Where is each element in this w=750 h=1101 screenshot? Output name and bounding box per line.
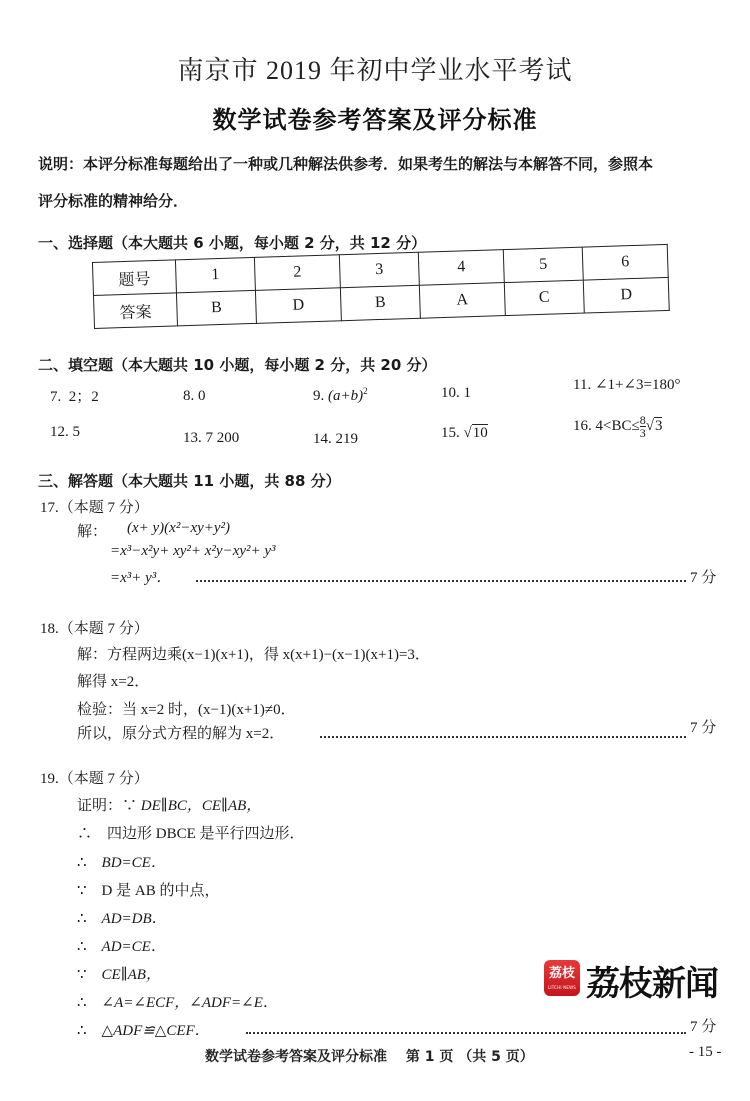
- fill-item-12: [50, 424, 80, 441]
- q19-title: 19.（本题 7 分）: [40, 771, 149, 787]
- question-number-cell: 3: [339, 252, 419, 287]
- dotted-leader: [196, 580, 686, 582]
- fill-item-16: [573, 414, 662, 439]
- item-number: 16.: [573, 417, 592, 434]
- item-number: 11.: [573, 377, 592, 393]
- row-label-answer: 答案: [93, 293, 177, 329]
- item-answer: 5: [72, 424, 80, 440]
- fraction-numerator: 8: [639, 413, 646, 427]
- answer-cell: D: [255, 288, 341, 324]
- q19-line-5: [77, 907, 167, 928]
- question-number-cell: 5: [503, 247, 583, 282]
- proof-text: ∠A=∠ECF，∠ADF=∠E．: [101, 995, 278, 1011]
- logic-symbol: ∴: [77, 911, 87, 927]
- question-number-cell: 1: [175, 257, 255, 292]
- q17-points: 7 分: [690, 570, 717, 586]
- dotted-leader: [246, 1032, 686, 1034]
- section-1-heading: 一、选择题（本大题共 6 小题，每小题 2 分，共 12 分）: [38, 234, 427, 252]
- item-number: 8.: [183, 388, 195, 404]
- item-number: 10.: [441, 385, 460, 401]
- sqrt-sign: √: [463, 425, 472, 441]
- logic-symbol: ∵: [77, 967, 87, 983]
- proof-text: CE∥AB，: [101, 967, 161, 983]
- q17-line-2: =x³−x²y+ xy²+ x²y−xy²+ y³: [110, 543, 276, 559]
- logic-symbol: ∵: [77, 883, 87, 899]
- item-number: 7.: [50, 389, 62, 405]
- q19-points: 7 分: [690, 1019, 717, 1035]
- item-number: 12.: [50, 424, 69, 440]
- proof-text: D 是 AB 的中点，: [101, 883, 220, 899]
- q18-line-3: 检验：当 x=2 时，(x−1)(x+1)≠0．: [77, 702, 296, 718]
- proof-text: AD=CE．: [101, 939, 166, 955]
- section-2-heading: 二、填空题（本大题共 10 小题，每小题 2 分，共 20 分）: [38, 356, 437, 374]
- q19-line-3: [77, 851, 166, 872]
- item-answer: ∠1+∠3=180°: [594, 377, 681, 393]
- item-answer: 7 200: [205, 430, 240, 446]
- logic-symbol: ∴: [77, 995, 87, 1011]
- q19-line-1: [77, 794, 261, 815]
- item-answer: 2；2: [68, 389, 99, 405]
- question-number-cell: 6: [582, 244, 668, 280]
- proof-text: DE∥BC，CE∥AB，: [140, 798, 262, 814]
- item-answer-root: 3: [654, 417, 663, 434]
- logo-icon-subtext: LITCHI NEWS: [547, 985, 577, 990]
- fill-item-15: [441, 425, 488, 442]
- q17-line-1: (x+ y)(x²−xy+y²): [127, 520, 231, 536]
- footer-page-number: - 15 -: [689, 1044, 722, 1060]
- q19-line-6: [77, 935, 166, 956]
- note-line-2: 评分标准的精神给分．: [38, 192, 189, 210]
- section-3-heading: 三、解答题（本大题共 11 小题，共 88 分）: [38, 472, 341, 490]
- sqrt-sign: √: [645, 417, 654, 434]
- litchi-news-logo-icon: [544, 960, 580, 996]
- item-answer-exponent: 2: [363, 386, 368, 396]
- fill-item-8: [183, 388, 206, 405]
- q18-title: 18.（本题 7 分）: [40, 621, 149, 637]
- logic-symbol: ∴: [77, 826, 93, 842]
- q18-line-1: 解：方程两边乘(x−1)(x+1)，得 x(x+1)−(x−1)(x+1)=3．: [77, 647, 430, 663]
- question-number-cell: 4: [418, 250, 504, 286]
- litchi-news-logo-text: 荔枝新闻: [586, 964, 718, 1004]
- item-number: 13.: [183, 430, 202, 446]
- item-answer: 1: [463, 385, 471, 401]
- fill-item-9: [313, 388, 368, 405]
- logic-symbol: ∴: [77, 855, 87, 871]
- q17-line-3: =x³+ y³．: [110, 570, 172, 586]
- answer-cell: A: [419, 283, 505, 319]
- logic-symbol: 证明：∵: [77, 798, 138, 814]
- item-answer-prefix: 4<BC≤: [595, 417, 640, 434]
- logo-icon-text: 荔枝: [548, 966, 575, 981]
- answer-table: [92, 244, 670, 329]
- q17-title: 17.（本题 7 分）: [40, 500, 149, 516]
- item-number: 9.: [313, 388, 325, 404]
- item-number: 15.: [441, 425, 460, 441]
- item-answer: 0: [198, 388, 206, 404]
- footer-page-info: 数学试卷参考答案及评分标准 第 1 页 （共 5 页）: [205, 1049, 534, 1065]
- fill-item-11: [573, 375, 681, 394]
- dotted-leader: [320, 736, 686, 738]
- q18-points: 7 分: [690, 720, 717, 736]
- q19-line-8: [77, 991, 278, 1012]
- fill-item-7: [50, 385, 99, 406]
- logic-symbol: ∴: [77, 1023, 87, 1039]
- fill-item-13: [183, 430, 239, 447]
- answer-cell: D: [583, 277, 669, 313]
- proof-text: AD=DB．: [101, 911, 167, 927]
- document-title: 南京市 2019 年初中学业水平考试: [177, 56, 573, 85]
- note-line-1: 说明：本评分标准每题给出了一种或几种解法供参考．如果考生的解法与本解答不同，参照本: [38, 155, 654, 173]
- answer-cell: B: [176, 290, 256, 325]
- q18-line-4: 所以，原分式方程的解为 x=2．: [77, 726, 285, 742]
- q19-line-9: [77, 1019, 210, 1040]
- logic-symbol: ∴: [77, 939, 87, 955]
- q17-label: 解：: [77, 524, 108, 540]
- q18-line-2: 解得 x=2．: [77, 674, 150, 690]
- q19-line-2: [77, 822, 305, 843]
- item-answer: 219: [335, 431, 358, 447]
- q19-line-7: [77, 963, 161, 984]
- fill-item-10: [441, 385, 471, 402]
- fill-item-14: [313, 431, 358, 448]
- item-number: 14.: [313, 431, 332, 447]
- item-answer: (a+b): [328, 388, 364, 404]
- document-subtitle: 数学试卷参考答案及评分标准: [212, 106, 538, 134]
- question-number-cell: 2: [254, 255, 340, 291]
- proof-text: 四边形 DBCE 是平行四边形．: [107, 826, 305, 842]
- row-label-number: 题号: [92, 260, 176, 296]
- fraction-denominator: 3: [639, 426, 646, 440]
- item-answer: 10: [472, 425, 488, 441]
- answer-cell: C: [504, 280, 584, 315]
- proof-text: BD=CE．: [101, 855, 166, 871]
- q19-line-4: [77, 879, 219, 900]
- proof-text: △ADF≌△CEF．: [101, 1023, 210, 1039]
- answer-cell: B: [340, 285, 420, 320]
